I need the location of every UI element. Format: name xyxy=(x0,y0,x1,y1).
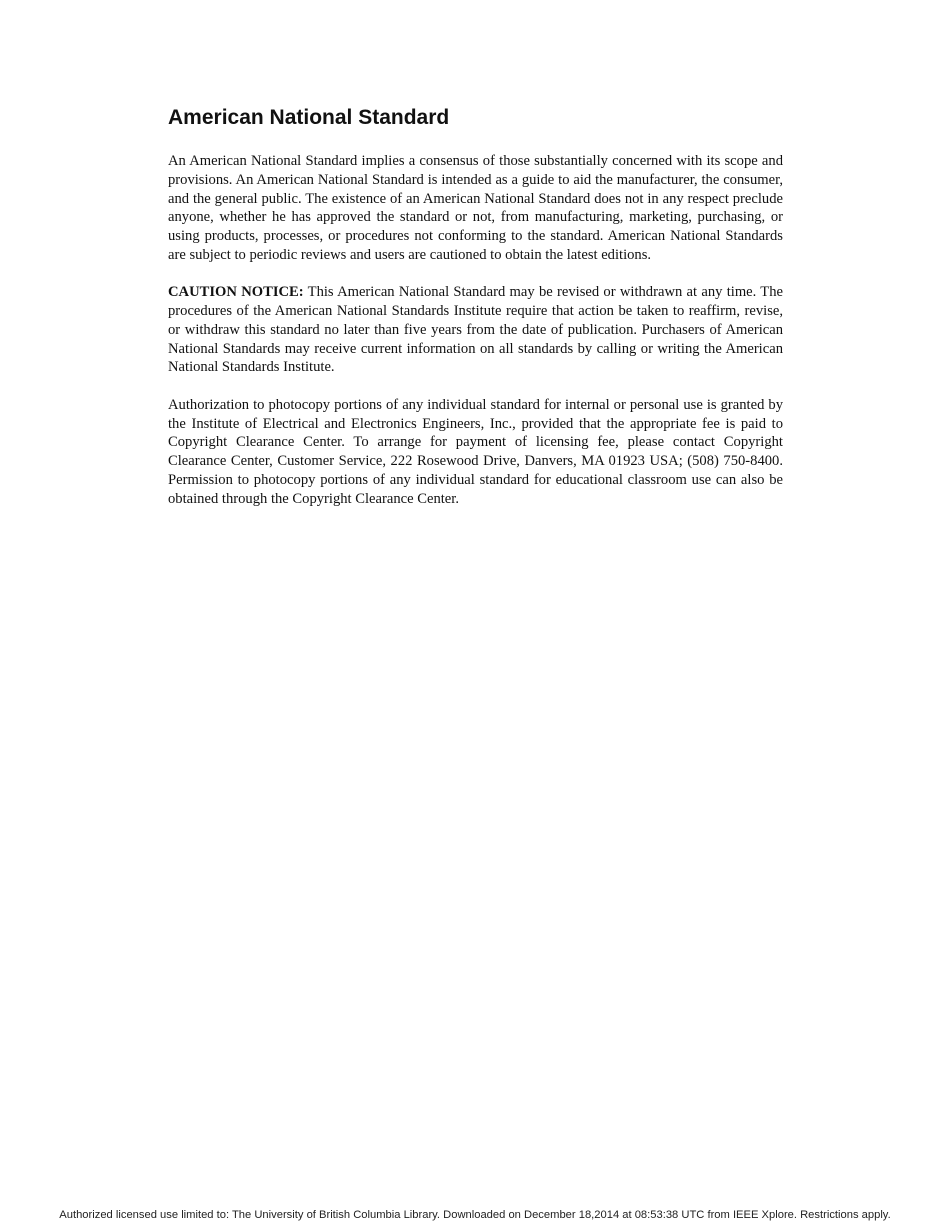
license-footer: Authorized licensed use limited to: The University of British Columbia Library. Downloaded on December 18,2014 at 08:53:38 UTC from IEEE Xplore. Restrictions apply. xyxy=(59,1209,891,1221)
caution-notice-label: CAUTION NOTICE: xyxy=(168,284,304,301)
caution-notice-paragraph xyxy=(168,283,783,377)
document-page xyxy=(168,104,783,527)
caution-notice-text: This American National Standard may be revised or withdrawn at any time. The procedures of the American National Standards Institute require that action be taken to reaffirm, revise, or withdraw this standard no later than five years from the date of publication. Purchasers of American National Standards may receive current information on all standards by calling or writing the American National Standards Institute. xyxy=(168,284,783,376)
document-title: American National Standard xyxy=(168,106,450,129)
consensus-paragraph: An American National Standard implies a consensus of those substantially concerned with its scope and provisions. An American National Standard is intended as a guide to aid the manufacturer, the consumer, and the general public. The existence of an American National Standard does not in any respect preclude anyone, whether he has approved the standard or not, from manufacturing, marketing, purchasing, or using products, processes, or procedures not conforming to the standard. American National Standards are subject to periodic reviews and users are cautioned to obtain the latest editions. xyxy=(168,153,783,263)
photocopy-authorization-paragraph: Authorization to photocopy portions of any individual standard for internal or personal use is granted by the Institute of Electrical and Electronics Engineers, Inc., provided that the appropriate fee is paid to Copyright Clearance Center. To arrange for payment of licensing fee, please contact Copyright Clearance Center, Customer Service, 222 Rosewood Drive, Danvers, MA 01923 USA; (508) 750-8400. Permission to photocopy portions of any individual standard for educational classroom use can also be obtained through the Copyright Clearance Center. xyxy=(168,396,783,507)
